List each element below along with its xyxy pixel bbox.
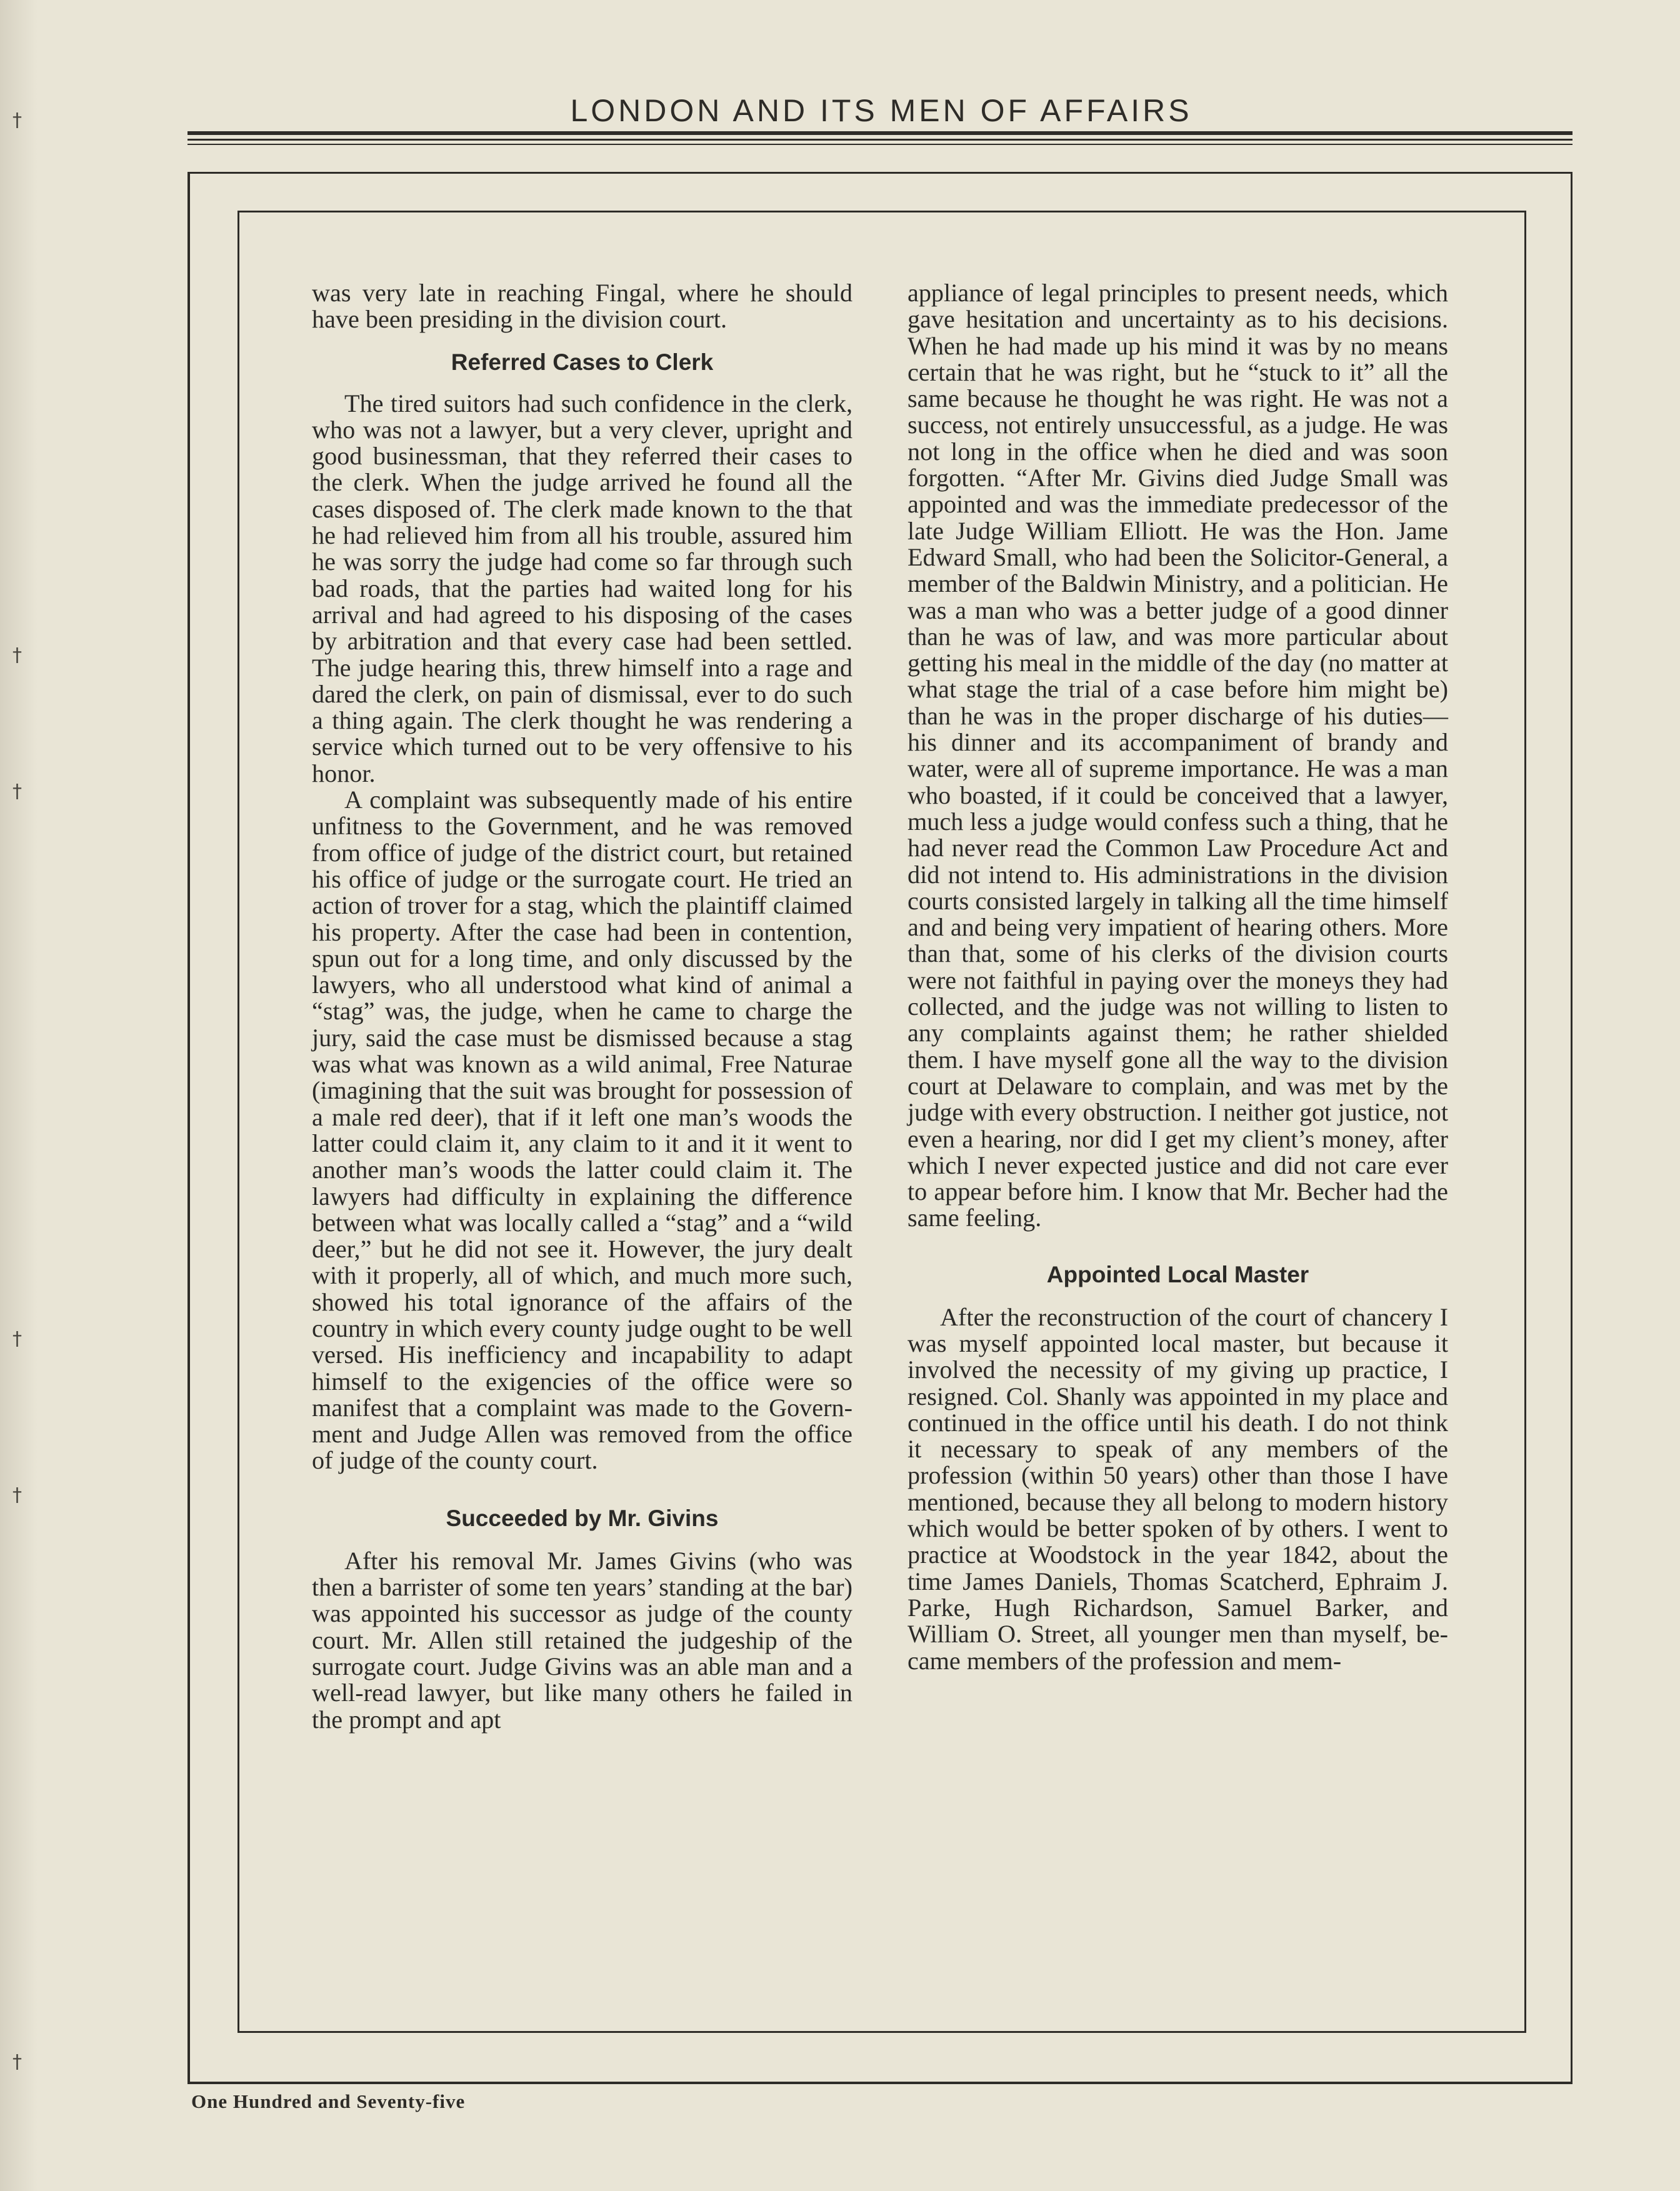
section-heading: Appointed Local Master [1046, 1261, 1309, 1287]
margin-tab-mark: † [12, 644, 22, 666]
section-heading: Succeeded by Mr. Givins [446, 1505, 719, 1531]
paragraph: A complaint was subsequently made of his entire unfitness to the Government, and he was removed from office of judge of the district court, but retained his office of judge or the surrogate court. He tried an action of trover for a stag, which the plaintiff claimed his property. After the case had been in contention, spun out for a long time, and only discussed by the lawyers, who all understood what kind of animal a “stag” was, the judge, when he came to charge the jury, said the case must be dismissed because a stag was what was known as a wild animal, Free Naturae (imagining that the suit was brought for possession of a male red deer), that if it left one man’s woods the latter could claim it, any claim to it and it it went to another man’s woods the latter could claim it. The lawyers had difficulty in explaining the difference between what was locally called a “stag” and a “wild deer,” but he did not see it. However, the jury dealt with it properly, all of which, and much more such, showed his total ignorance of the affairs of the country in which every county judge ought to be well versed. His inefficiency and incapability to adapt himself to the exigencies of the office were so manifest that a complaint was made to the Government and Judge Allen was removed from the office of judge of the county court. [312, 786, 852, 1475]
margin-tab-mark: † [12, 109, 22, 131]
paragraph: appliance of legal principles to present needs, which gave hesitation and uncertainty as to his decisions. When he had made up his mind it was by no means certain that he was right, but he “stuck to it” all the same because he thought he was right. He was not a success, not entirely unsuccessful, as a judge. He was not long in the office when he died and was soon forgotten. “After Mr. Givins died Judge Small was appointed and was the immediate predecessor of the late Judge William Elliott. He was the Hon. Jame Edward Small, who had been the Solicitor-General, a member of the Baldwin Ministry, and a politician. He was a man who was a better judge of a good dinner than he was of law, and was more particular about getting his meal in the middle of the day (no matter at what stage the trial of a case before him might be) than he was in the proper discharge of his duties— his dinner and its accompaniment of brandy and water, were all of supreme importance. He was a man who boasted, if it could be conceived that a lawyer, much less a judge would confess such a thing, that he had never read the Common Law Procedure Act and did not intend to. His administrations in the division courts consisted largely in talking all the time himself and and being very impatient of hearing others. More than that, some of his clerks of the division courts were not faithful in paying over the moneys they had collected, and the judge was not willing to listen to any complaints against them; he rather shielded them. I have myself gone all the way to the division court at Delaware to complain, and was met by the judge with every obstruction. I neither got justice, not even a hearing, nor did I get my client’s money, after which I never expected justice and did not care ever to appear before him. I know that Mr. Becher had the same feeling. [908, 279, 1448, 1232]
right-text-column [908, 280, 1448, 1674]
paragraph: After the reconstruction of the court of chancery I was myself appointed local master, but because it involved the necessity of my giving up practice, I resigned. Col. Shanly was appointed in my place and continued in the office until his death. I do not think it necessary to speak of any members of the profession (within 50 years) other than those I have mentioned, because they all belong to modern history which would be better spoken of by others. I went to practice at Woodstock in the year 1842, about the time James Daniels, Thomas Scatcherd, Ephraim J. Parke, Hugh Richardson, Samuel Barker, and William O. Street, all younger men than myself, became members of the profession and mem- [908, 1302, 1448, 1675]
section-heading: Referred Cases to Clerk [451, 349, 714, 375]
margin-tab-mark: † [12, 2051, 22, 2073]
paragraph: The tired suitors had such confidence in the clerk, who was not a lawyer, but a very clever, upright and good businessman, that they referred their cases to the clerk. When the judge arrived he found all the cases disposed of. The clerk made known to the that he had relieved him from all his trouble, assured him he was sorry the judge had come so far through such bad roads, that the parties had waited long for his arrival and had agreed to his disposing of the cases by arbitration and that every case had been settled. The judge hearing this, threw himself into a rage and dared the clerk, on pain of dismissal, ever to do such a thing again. The clerk thought he was rendering a service which turned out to be very offensive to his honor. [312, 389, 852, 787]
margin-tab-mark: † [12, 1484, 22, 1506]
left-text-column [312, 280, 852, 1733]
running-head-title: LONDON AND ITS MEN OF AFFAIRS [570, 93, 1192, 128]
header-rule-thin [188, 139, 1572, 141]
header-rule-thick [188, 131, 1572, 135]
margin-tab-mark: † [12, 781, 22, 802]
page-number-folio: One Hundred and Seventy-five [191, 2090, 466, 2112]
margin-tab-mark: † [12, 1328, 22, 1350]
header-rule-hairline [188, 144, 1572, 145]
paragraph: After his removal Mr. James Givins (who was then a barrister of some ten years’ standing at the bar) was appointed his successor as judge of the county court. Mr. Allen still retained the judgeship of the surrogate court. Judge Givins was an able man and a well-read lawyer, but like many others he failed in the prompt and apt [312, 1546, 852, 1734]
paragraph: was very late in reaching Fingal, where he should have been presiding in the division court. [312, 279, 852, 334]
page-binding-shadow [0, 0, 38, 2191]
